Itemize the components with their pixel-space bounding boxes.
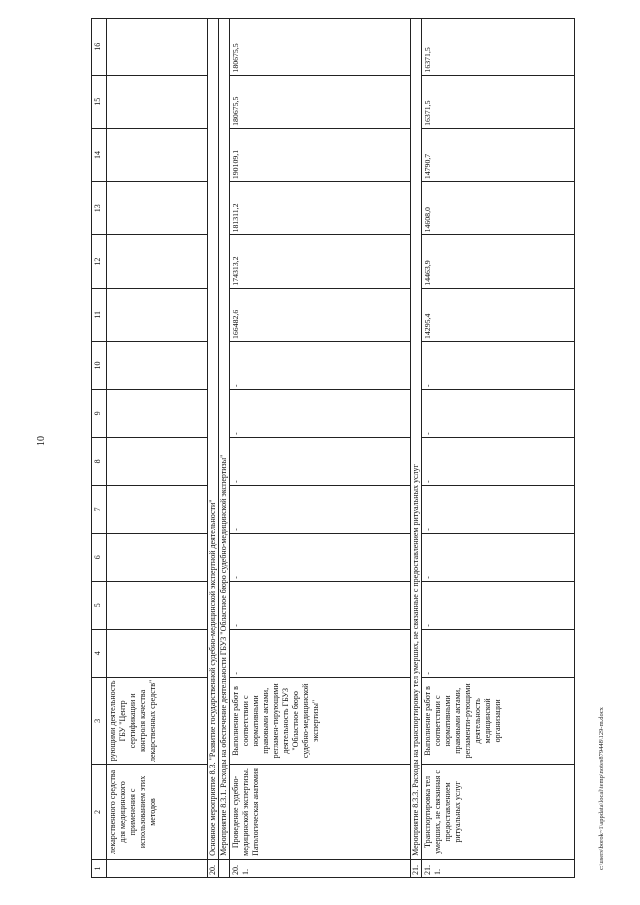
row-name: Проведение судебно-медицинской экспертизы. Патологическая анатомия bbox=[230, 765, 411, 860]
value-cell: 166482,6 bbox=[230, 288, 411, 341]
table-row bbox=[107, 19, 208, 878]
value-cell: - bbox=[230, 341, 411, 389]
column-number: 3 bbox=[92, 677, 107, 764]
value-cell: 180675,5 bbox=[230, 19, 411, 76]
value-cell: - bbox=[230, 485, 411, 533]
value-cell: 14295,4 bbox=[422, 288, 575, 341]
main-event-title: Основное мероприятие 8.3. "Развитие государственной судебно-медицинской экспертной деятельности" bbox=[208, 19, 219, 860]
value-cell: - bbox=[422, 629, 575, 677]
column-number: 9 bbox=[92, 389, 107, 437]
value-cell bbox=[107, 389, 208, 437]
column-number: 8 bbox=[92, 437, 107, 485]
value-cell: - bbox=[422, 533, 575, 581]
column-number: 13 bbox=[92, 182, 107, 235]
section-row bbox=[219, 19, 230, 878]
column-number: 2 bbox=[92, 765, 107, 860]
row-code bbox=[107, 859, 208, 877]
section-code: 20. bbox=[208, 859, 219, 877]
row-code: 20.1. bbox=[230, 859, 411, 877]
value-cell bbox=[107, 235, 208, 288]
column-number: 5 bbox=[92, 581, 107, 629]
row-result: Выполнение работ в соответствии с нормативными правовыми актами, регламен-тирующими деятельность ГБУЗ "Областное бюро судебно-медицинской экспертизы" bbox=[230, 677, 411, 764]
column-number: 16 bbox=[92, 19, 107, 76]
section-row bbox=[411, 19, 422, 878]
value-cell bbox=[107, 533, 208, 581]
value-cell: 181311,2 bbox=[230, 182, 411, 235]
value-cell: 16371,5 bbox=[422, 19, 575, 76]
row-result: рующими деятельность ГБУ "Центр сертификации и контроля качества лекарственных средств" bbox=[107, 677, 208, 764]
value-cell bbox=[107, 341, 208, 389]
column-number: 14 bbox=[92, 128, 107, 181]
value-cell bbox=[107, 581, 208, 629]
footer-file-path: c:\users\borok~1\appdata\local\temp\notes879448\129-m.docx bbox=[598, 707, 605, 870]
value-cell bbox=[107, 19, 208, 76]
table-row bbox=[422, 19, 575, 878]
column-number: 6 bbox=[92, 533, 107, 581]
column-number: 12 bbox=[92, 235, 107, 288]
value-cell: - bbox=[230, 581, 411, 629]
budget-table bbox=[91, 18, 575, 878]
sub-event-title: Мероприятие 8.3.3. Расходы на транспортировку тел умерших, не связанные с предоставлением ритуальных услуг bbox=[411, 19, 422, 860]
value-cell bbox=[107, 128, 208, 181]
row-name: лекарственного средства для медицинского применения с использованием этих методов bbox=[107, 765, 208, 860]
sub-event-title: Мероприятие 8.3.1. Расходы на обеспечение деятельности ГБУЗ "Областное бюро судебно-медицинской экспертизы" bbox=[219, 19, 230, 860]
column-number: 4 bbox=[92, 629, 107, 677]
value-cell: 14463,9 bbox=[422, 235, 575, 288]
page-number: 10 bbox=[36, 436, 47, 446]
value-cell: - bbox=[422, 437, 575, 485]
value-cell: - bbox=[422, 389, 575, 437]
value-cell: - bbox=[230, 437, 411, 485]
rotated-table-container bbox=[91, 18, 622, 878]
value-cell bbox=[107, 182, 208, 235]
value-cell: - bbox=[422, 341, 575, 389]
value-cell: 16371,5 bbox=[422, 75, 575, 128]
section-code bbox=[219, 859, 230, 877]
value-cell bbox=[107, 437, 208, 485]
value-cell: 190109,1 bbox=[230, 128, 411, 181]
value-cell: - bbox=[230, 533, 411, 581]
value-cell bbox=[107, 288, 208, 341]
table-row bbox=[230, 19, 411, 878]
column-number: 1 bbox=[92, 859, 107, 877]
value-cell: 14790,7 bbox=[422, 128, 575, 181]
value-cell: 14608,0 bbox=[422, 182, 575, 235]
row-code: 21.1. bbox=[422, 859, 575, 877]
value-cell: - bbox=[422, 581, 575, 629]
column-number: 11 bbox=[92, 288, 107, 341]
section-row bbox=[208, 19, 219, 878]
value-cell: - bbox=[422, 485, 575, 533]
row-name: Транспортировка тел умерших, не связанная с предоставлением ритуальных услуг bbox=[422, 765, 575, 860]
value-cell: - bbox=[230, 629, 411, 677]
section-code: 21. bbox=[411, 859, 422, 877]
value-cell bbox=[107, 629, 208, 677]
value-cell bbox=[107, 75, 208, 128]
column-number-row bbox=[92, 19, 107, 878]
value-cell: 180675,5 bbox=[230, 75, 411, 128]
column-number: 15 bbox=[92, 75, 107, 128]
column-number: 7 bbox=[92, 485, 107, 533]
value-cell: - bbox=[230, 389, 411, 437]
column-number: 10 bbox=[92, 341, 107, 389]
value-cell bbox=[107, 485, 208, 533]
value-cell: 174313,2 bbox=[230, 235, 411, 288]
row-result: Выполнение работ в соответствии с нормативными правовыми актами, регламенти-рующими деятельность медицинской организации bbox=[422, 677, 575, 764]
